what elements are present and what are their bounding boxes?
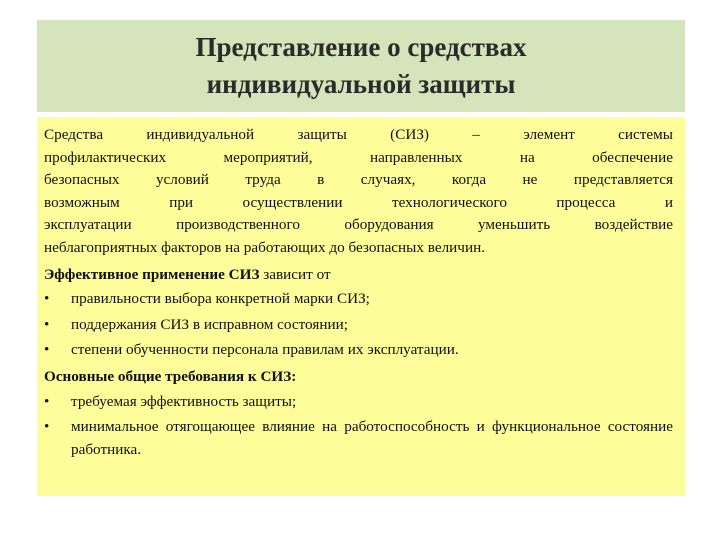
slide-title [37, 20, 685, 112]
list-item [44, 314, 673, 337]
intro-line: безопасных условий труда в случаях, когда не представляется [44, 171, 673, 189]
intro-line: возможным при осуществлении технологического процесса и [44, 193, 673, 211]
list-item [44, 391, 673, 414]
effective-heading-bold: Эффективное применение СИЗ [44, 265, 260, 283]
requirements-heading: Основные общие требования к СИЗ: [44, 367, 297, 385]
intro-line: неблагоприятных факторов на работающих до безопасных величин. [44, 238, 485, 256]
requirements-list [44, 391, 673, 462]
title-line-2: индивидуальной защиты [206, 69, 516, 99]
intro-line: эксплуатации производственного оборудования уменьшить воздействие [44, 216, 673, 234]
list-item [44, 288, 673, 311]
list-item [44, 416, 673, 461]
effective-list [44, 288, 673, 362]
list-item-text: правильности выбора конкретной марки СИЗ; [71, 290, 370, 308]
bullet: • [44, 315, 50, 333]
title-line-1: Представление о средствах [195, 32, 527, 62]
intro-paragraph [44, 124, 673, 260]
bullet: • [44, 341, 50, 359]
list-item-text: минимальное отягощающее влияние на работоспособность и функциональное состояние работника. [71, 418, 673, 458]
bullet: • [44, 418, 50, 436]
list-item [44, 339, 673, 362]
bullet: • [44, 290, 50, 308]
effective-heading [44, 264, 673, 287]
intro-line: Средства индивидуальной защиты (СИЗ) – элемент системы [44, 126, 673, 143]
content-box [37, 117, 685, 496]
list-item-text: поддержания СИЗ в исправном состоянии; [71, 315, 348, 333]
intro-line: профилактических мероприятий, направленных на обеспечение [44, 148, 673, 166]
list-item-text: степени обученности персонала правилам их эксплуатации. [71, 341, 459, 359]
bullet: • [44, 392, 50, 410]
effective-heading-suffix: зависит от [259, 265, 331, 283]
list-item-text: требуемая эффективность защиты; [71, 392, 297, 410]
